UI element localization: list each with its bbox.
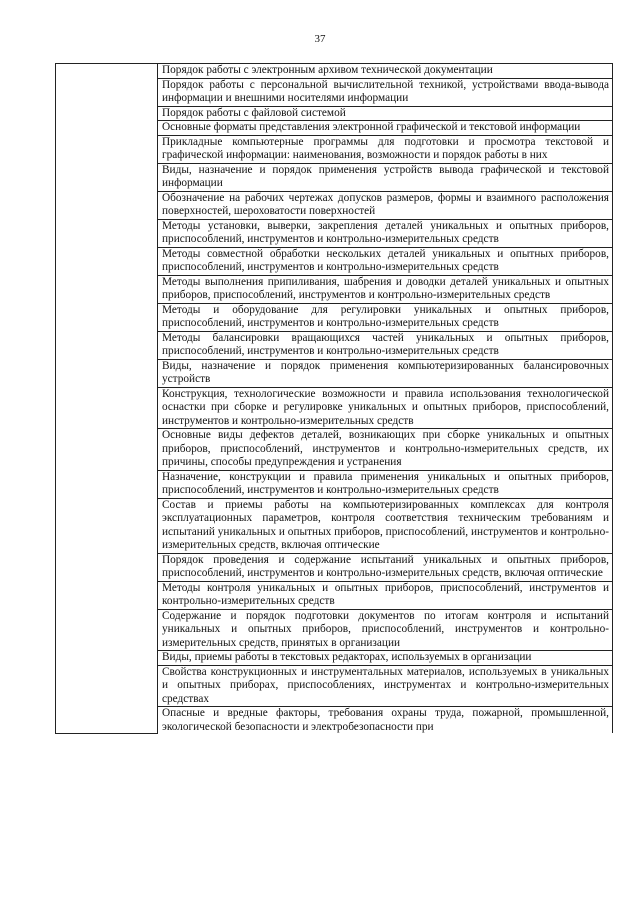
requirement-cell: Обозначение на рабочих чертежах допусков размеров, формы и взаимного расположения поверхностей, шероховатости поверхностей	[158, 191, 613, 219]
requirement-cell: Методы совместной обработки нескольких деталей уникальных и опытных приборов, приспособлений, инструментов и контрольно-измерительных средств	[158, 247, 613, 275]
requirement-cell: Методы выполнения припиливания, шабрения и доводки деталей уникальных и опытных приборов, приспособлений, инструментов и контрольно-измерительных средств	[158, 275, 613, 303]
requirement-cell: Порядок работы с персональной вычислительной техникой, устройствами ввода-вывода информации и внешними носителями информации	[158, 78, 613, 106]
requirement-cell: Содержание и порядок подготовки документов по итогам контроля и испытаний уникальных и опытных приборов, приспособлений, инструментов и контрольно-измерительных средств, принятых в организации	[158, 609, 613, 651]
requirement-cell: Основные виды дефектов деталей, возникающих при сборке уникальных и опытных приборов, приспособлений, инструментов и контрольно-измерительных средств, их причины, способы предупреждения и устранения	[158, 429, 613, 471]
requirement-cell: Свойства конструкционных и инструментальных материалов, используемых в уникальных и опытных приборах, приспособлениях, инструментах и контрольно-измерительных средствах	[158, 665, 613, 707]
requirement-cell: Основные форматы представления электронной графической и текстовой информации	[158, 121, 613, 136]
requirement-cell: Виды, назначение и порядок применения устройств вывода графической и текстовой информации	[158, 163, 613, 191]
requirement-cell: Методы и оборудование для регулировки уникальных и опытных приборов, приспособлений, инструментов и контрольно-измерительных средств	[158, 303, 613, 331]
requirement-cell: Методы балансировки вращающихся частей уникальных и опытных приборов, приспособлений, инструментов и контрольно-измерительных средств	[158, 331, 613, 359]
table-row	[56, 64, 613, 79]
page-number: 37	[314, 33, 326, 45]
requirement-cell: Конструкция, технологические возможности и правила использования технологической оснастки при сборке и регулировке уникальных и опытных приборов, приспособлений, инструментов и контрольно-измерительных средств	[158, 387, 613, 429]
requirement-cell: Порядок работы с файловой системой	[158, 106, 613, 121]
left-column-cell	[56, 64, 158, 734]
requirement-text: Опасные и вредные факторы, требования охраны труда, пожарной, промышленной, экологической безопасности и электробезопасности при	[162, 707, 609, 733]
requirement-cell: Назначение, конструкции и правила применения уникальных и опытных приборов, приспособлений, инструментов и контрольно-измерительных средств	[158, 470, 613, 498]
requirement-cell: Виды, приемы работы в текстовых редакторах, используемых в организации	[158, 651, 613, 666]
requirement-cell: Методы установки, выверки, закрепления деталей уникальных и опытных приборов, приспособлений, инструментов и контрольно-измерительных средств	[158, 219, 613, 247]
requirement-cell: Виды, назначение и порядок применения компьютеризированных балансировочных устройств	[158, 359, 613, 387]
requirement-cell: Прикладные компьютерные программы для подготовки и просмотра текстовой и графической информации: наименования, возможности и порядок работы в них	[158, 135, 613, 163]
requirements-table	[55, 63, 613, 734]
requirement-cell: Состав и приемы работы на компьютеризированных комплексах для контроля эксплуатационных параметров, контроля соответствия техническим требованиям и испытаний уникальных и опытных приборов, приспособлений, инструментов и контрольно-измерительных средств, включая оптические	[158, 498, 613, 553]
requirement-cell: Порядок проведения и содержание испытаний уникальных и опытных приборов, приспособлений, инструментов и контрольно-измерительных средств, включая оптические	[158, 553, 613, 581]
requirement-cell: Порядок работы с электронным архивом технической документации	[158, 64, 613, 79]
requirement-cell: Методы контроля уникальных и опытных приборов, приспособлений, инструментов и контрольно-измерительных средств	[158, 581, 613, 609]
requirement-cell	[158, 707, 613, 734]
requirements-table-body	[56, 64, 613, 734]
